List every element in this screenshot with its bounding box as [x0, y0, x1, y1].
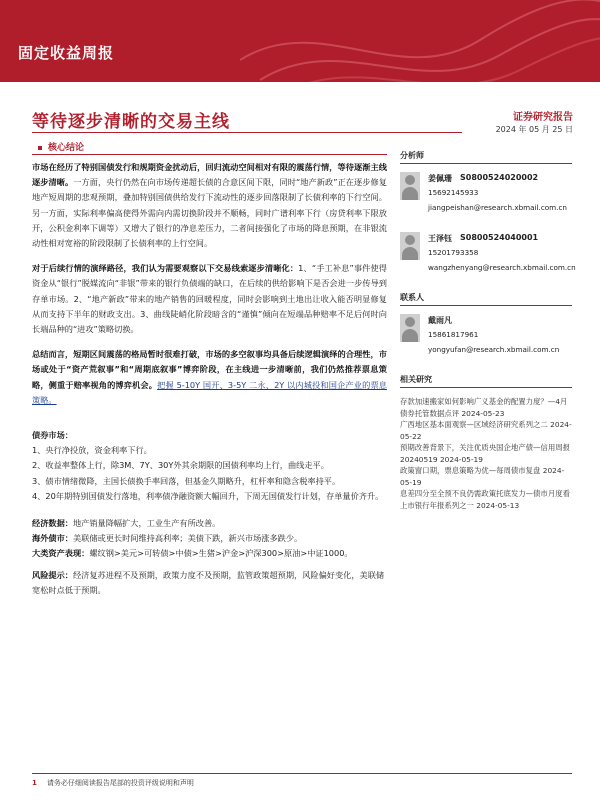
paragraph-3	[32, 347, 387, 408]
avatar	[400, 172, 420, 200]
paragraph-2-lead: 对于后续行情的演绎路径，我们认为需要观察以下交易线索逐步清晰化：	[32, 263, 299, 274]
footer-divider	[32, 773, 572, 774]
economy-label: 经济数据：	[32, 518, 73, 529]
analyst-card	[400, 232, 576, 292]
paragraph-1-body: 一方面，央行仍然在向市场传递超长债的合意区间下限，同时“地产新政”正在逐步修复地产短周期的悲观预期，叠加特别国债供给发行下流动性的逐步回落限制了长债利率的下行空间。另一方面，实际利率偏高使得外需向内需切换阶段并不顺畅，同时广谱利率下行（房贷利率下限放开，公积金利率下调等）又增大了银行的净息差压力，二者间接强化了市场的降息预期，在非银流动性相对宽裕的阶段限制了长债利率的上行空间。	[32, 177, 387, 249]
bond-item: 2、收益率整体上行，除3M、7Y、30Y外其余期限的国债利率均上行，曲线走平。	[32, 460, 329, 471]
economy-line	[32, 516, 387, 531]
analysts-heading: 分析师	[400, 150, 572, 164]
report-title: 等待逐步清晰的交易主线	[32, 112, 230, 132]
sidebar	[400, 150, 576, 511]
section-divider	[32, 154, 387, 155]
analyst-card	[400, 172, 572, 232]
footer	[32, 778, 194, 788]
banner-decoration	[240, 0, 600, 82]
economy-text: 地产销量降幅扩大，工业生产有所改善。	[72, 518, 221, 529]
analyst-name: 姜佩珊	[428, 174, 452, 183]
risk-line	[32, 568, 387, 598]
overseas-text: 美联储或更长时间维持高利率；美债下跌，新兴市场涨多跌少。	[72, 533, 303, 544]
bond-item: 1、央行净投放，资金利率下行。	[32, 445, 152, 456]
analyst-email[interactable]: wangzhenyang@research.xbmail.com.cn	[428, 263, 576, 272]
paragraph-3-lead: 总结而言，短期区间震荡的格局暂时很难打破，市场的多空叙事均具备后续逻辑演绎的合理性，市场或处于“资产荒叙事”和“周期底叙事”博弈阶段，在主线进一步清晰前，我们仍然推荐票息策略，侧重于赔率视角的博弈机会。	[32, 349, 387, 390]
report-date: 2024 年 05 月 25 日	[495, 125, 573, 134]
banner-title: 固定收益周报	[18, 44, 115, 62]
section-heading	[38, 140, 84, 153]
assets-label: 大类资产表现：	[32, 548, 90, 559]
paragraph-2-body: 1、“手工补息”事件使得资金从“银行”脱媒流向“非银”带来的银行负债端的缺口，在后续的供给影响下是否会进一步传导到存单市场。2、“地产新政”带来的地产销售的回暖程度，同时会影响到土地出让收入能否明显修复从而支持下半年的财政支出。3、曲线陡峭化阶段暗含的“谨慎”倾向在短端品种赔率不足后何时向长端品种的“进攻”策略切换。	[32, 263, 387, 335]
page-number: 1	[32, 779, 37, 787]
contact-card	[400, 314, 572, 374]
related-item[interactable]: 息差四分至全预不良仍需政策托底发力—债市月度看上市银行年报系列之一 2024-05-13	[400, 489, 570, 510]
analyst-phone: 15201793358	[428, 248, 479, 257]
bond-item: 4、20年期特别国债发行落地，利率债净融资额大幅回升，下周无国债发行计划，存单量价齐升。	[32, 490, 384, 501]
bond-market-heading: 债券市场：	[32, 430, 73, 441]
contacts-heading: 联系人	[400, 292, 572, 306]
header-banner	[0, 0, 600, 82]
risk-text: 经济复苏进程不及预期，政策力度不及预期，监管政策超预期，风险偏好变化，美联储宽松时点低于预期。	[32, 569, 385, 595]
assets-line	[32, 546, 387, 561]
related-item[interactable]: 政策窗口期，票息策略为优—每周债市复盘 2024-05-19	[400, 466, 565, 487]
title-divider	[32, 132, 462, 133]
avatar	[400, 314, 420, 342]
analyst-phone: 15692145933	[428, 188, 479, 197]
overseas-label: 海外债市：	[32, 533, 73, 544]
overseas-line	[32, 531, 387, 546]
footer-disclaimer: 请务必仔细阅读报告尾部的投资评级说明和声明	[46, 779, 194, 787]
contact-email[interactable]: yongyufan@research.xbmail.com.cn	[428, 345, 560, 354]
bond-item: 3、债市情绪微降，主国长债换手率回落，但基金久期略升，杠杆率和隐含税率持平。	[32, 475, 341, 486]
risk-label: 风险提示：	[32, 569, 73, 580]
avatar	[400, 232, 420, 260]
analyst-email[interactable]: jiangpeishan@research.xbmail.com.cn	[428, 203, 567, 212]
analyst-name: 王泽钰	[428, 234, 452, 243]
analyst-id: S0800524020002	[460, 173, 539, 182]
related-research-list	[400, 396, 572, 511]
contact-phone: 15861817961	[428, 330, 479, 339]
related-item[interactable]: 预期改善背景下，关注优质央国企地产债—信用周报 20240519 2024-05-19	[400, 443, 570, 464]
related-item[interactable]: 存款加速搬家如何影响广义基金的配置力度？—4月债券托管数据点评 2024-05-23	[400, 397, 568, 418]
main-content	[32, 160, 387, 598]
paragraph-1-lead: 市场在经历了特别国债发行和规期资金扰动后，回归流动空间相对有限的震荡行情，等待逐渐主线逐步清晰。	[32, 162, 387, 188]
related-heading: 相关研究	[400, 374, 572, 388]
analyst-id: S0800524040001	[460, 233, 539, 242]
bullet-icon	[38, 146, 42, 150]
assets-text: 螺纹钢>美元>可转债>中债>生猪>沪金>沪深300>原油>中证1000。	[89, 548, 353, 559]
contact-name: 戴雨凡	[428, 316, 452, 325]
related-item[interactable]: 广西地区基本面观察—区域经济研究系列之二 2024-05-22	[400, 420, 572, 441]
paragraph-1	[32, 160, 387, 251]
section-title: 核心结论	[48, 143, 85, 153]
paragraph-2	[32, 261, 387, 337]
report-type: 证券研究报告	[513, 112, 573, 123]
strategy-highlight: 把握 5-10Y 国开、3-5Y 二永、2Y 以内城投和国企产业的票息策略。	[32, 379, 387, 405]
